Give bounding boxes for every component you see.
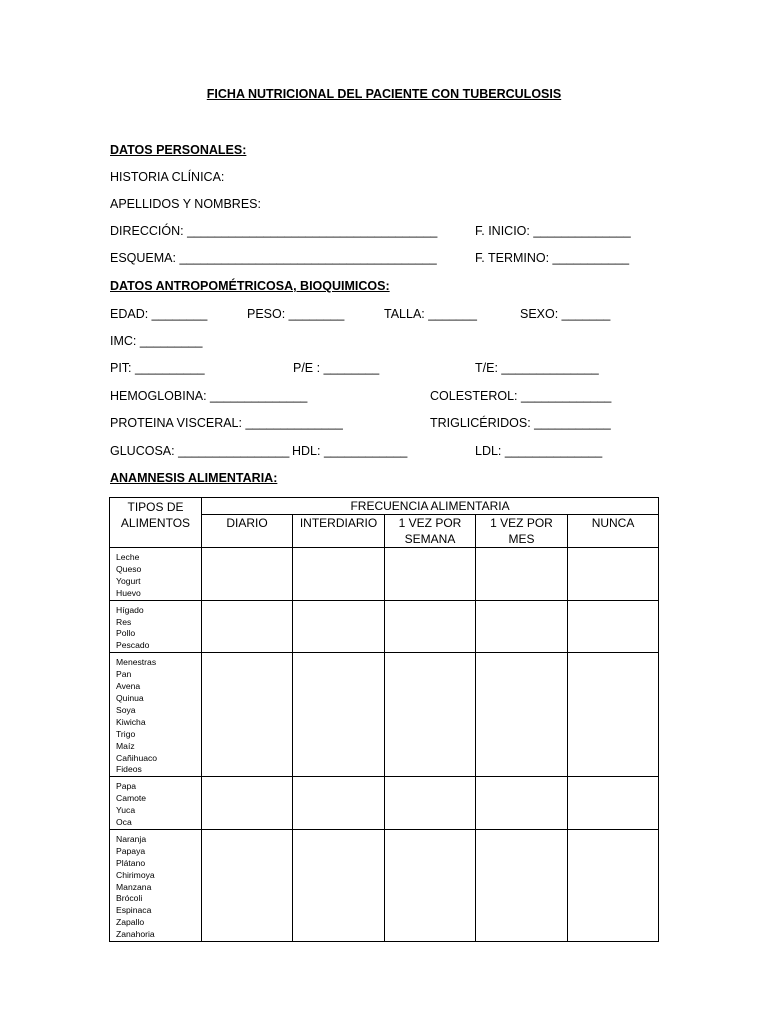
food-item: Avena bbox=[116, 681, 141, 692]
table-row bbox=[110, 600, 659, 653]
table-row bbox=[110, 653, 659, 777]
food-group-cell bbox=[110, 600, 202, 653]
frequency-cell bbox=[293, 548, 385, 601]
frequency-cell bbox=[385, 600, 476, 653]
field-hemoglobina: HEMOGLOBINA: ______________ bbox=[110, 389, 308, 403]
food-item: Manzana bbox=[116, 881, 152, 892]
food-item: Chirimoya bbox=[116, 869, 155, 880]
frequency-cell bbox=[568, 829, 659, 941]
field-esquema: ESQUEMA: _____________________________________ bbox=[110, 251, 437, 265]
field-pit: PIT: __________ bbox=[110, 361, 205, 375]
field-peso-edad: P/E : ________ bbox=[293, 361, 380, 375]
frequency-cell bbox=[202, 653, 293, 777]
frequency-cell bbox=[476, 829, 568, 941]
field-ldl: LDL: ______________ bbox=[475, 444, 603, 458]
food-item: Res bbox=[116, 616, 132, 627]
frequency-cell bbox=[385, 548, 476, 601]
food-item: Quinua bbox=[116, 692, 144, 703]
food-item: Yogurt bbox=[116, 575, 141, 586]
food-item: Plátano bbox=[116, 857, 146, 868]
section-heading-personal: DATOS PERSONALES: bbox=[110, 143, 247, 157]
field-peso: PESO: ________ bbox=[247, 307, 345, 321]
document-title: FICHA NUTRICIONAL DEL PACIENTE CON TUBERCULOSIS bbox=[206, 87, 562, 101]
frequency-cell bbox=[385, 829, 476, 941]
header-mes: 1 VEZ POR MES bbox=[476, 515, 568, 548]
field-trigliceridos: TRIGLICÉRIDOS: ___________ bbox=[430, 416, 611, 430]
frequency-cell bbox=[202, 548, 293, 601]
field-glucosa: GLUCOSA: ________________ bbox=[110, 444, 290, 458]
field-fecha-inicio: F. INICIO: ______________ bbox=[475, 224, 631, 238]
field-direccion: DIRECCIÓN: ____________________________________ bbox=[110, 224, 438, 238]
header-semana: 1 VEZ POR SEMANA bbox=[385, 515, 476, 548]
food-item: Cañihuaco bbox=[116, 752, 158, 763]
frequency-cell bbox=[568, 548, 659, 601]
food-item: Camote bbox=[116, 793, 147, 804]
table-row bbox=[110, 777, 659, 830]
field-imc: IMC: _________ bbox=[110, 334, 203, 348]
food-item: Papa bbox=[116, 781, 137, 792]
food-group-cell bbox=[110, 777, 202, 830]
food-item: Kiwicha bbox=[116, 716, 146, 727]
frequency-cell bbox=[568, 777, 659, 830]
food-item: Soya bbox=[116, 704, 136, 715]
frequency-cell bbox=[385, 653, 476, 777]
food-item: Menestras bbox=[116, 657, 157, 668]
food-item: Trigo bbox=[116, 728, 136, 739]
food-group-cell bbox=[110, 653, 202, 777]
field-sexo: SEXO: _______ bbox=[520, 307, 611, 321]
header-frecuencia: FRECUENCIA ALIMENTARIA bbox=[202, 498, 659, 515]
section-heading-anamnesis: ANAMNESIS ALIMENTARIA: bbox=[110, 471, 278, 485]
food-item: Leche bbox=[116, 552, 140, 562]
field-apellidos-nombres: APELLIDOS Y NOMBRES: bbox=[110, 197, 261, 211]
frequency-cell bbox=[202, 777, 293, 830]
food-item: Zapallo bbox=[116, 917, 145, 928]
field-fecha-termino: F. TERMINO: ___________ bbox=[475, 251, 630, 265]
field-proteina-visceral: PROTEINA VISCERAL: ______________ bbox=[110, 416, 343, 430]
food-item: Zanahoria bbox=[116, 929, 155, 940]
frequency-cell bbox=[476, 653, 568, 777]
table-row bbox=[110, 829, 659, 941]
frequency-cell bbox=[476, 777, 568, 830]
food-item: Pollo bbox=[116, 628, 136, 639]
food-item: Pan bbox=[116, 669, 132, 680]
food-item: Queso bbox=[116, 563, 142, 574]
frequency-cell bbox=[568, 653, 659, 777]
food-group-cell bbox=[110, 829, 202, 941]
food-item: Hígado bbox=[116, 604, 144, 615]
frequency-cell bbox=[293, 600, 385, 653]
food-item: Yuca bbox=[116, 805, 136, 816]
frequency-cell bbox=[202, 829, 293, 941]
food-item: Brócoli bbox=[116, 893, 143, 904]
food-item: Maíz bbox=[116, 740, 135, 751]
food-item: Oca bbox=[116, 817, 132, 828]
field-hdl: HDL: ____________ bbox=[292, 444, 408, 458]
frequency-cell bbox=[385, 777, 476, 830]
food-group-cell bbox=[110, 548, 202, 601]
header-diario: DIARIO bbox=[202, 515, 293, 548]
food-item: Espinaca bbox=[116, 905, 152, 916]
field-colesterol: COLESTEROL: _____________ bbox=[430, 389, 612, 403]
header-nunca: NUNCA bbox=[568, 515, 659, 548]
frequency-cell bbox=[202, 600, 293, 653]
frequency-cell bbox=[568, 600, 659, 653]
food-item: Huevo bbox=[116, 587, 141, 598]
frequency-cell bbox=[476, 548, 568, 601]
food-item: Fideos bbox=[116, 764, 142, 775]
food-item: Pescado bbox=[116, 640, 150, 651]
field-talla: TALLA: _______ bbox=[384, 307, 477, 321]
frequency-table bbox=[109, 497, 659, 942]
field-talla-edad: T/E: ______________ bbox=[475, 361, 599, 375]
header-interdiario: INTERDIARIO bbox=[293, 515, 385, 548]
field-edad: EDAD: ________ bbox=[110, 307, 208, 321]
frequency-cell bbox=[293, 829, 385, 941]
frequency-cell bbox=[476, 600, 568, 653]
field-historia-clinica: HISTORIA CLÍNICA: bbox=[110, 170, 225, 184]
section-heading-antropometricos: DATOS ANTROPOMÉTRICOSA, BIOQUIMICOS: bbox=[110, 279, 390, 293]
header-tipos-alimentos: TIPOS DE ALIMENTOS bbox=[110, 498, 202, 548]
food-item: Naranja bbox=[116, 833, 147, 844]
frequency-cell bbox=[293, 777, 385, 830]
table-row bbox=[110, 548, 659, 601]
food-item: Papaya bbox=[116, 845, 146, 856]
frequency-cell bbox=[293, 653, 385, 777]
